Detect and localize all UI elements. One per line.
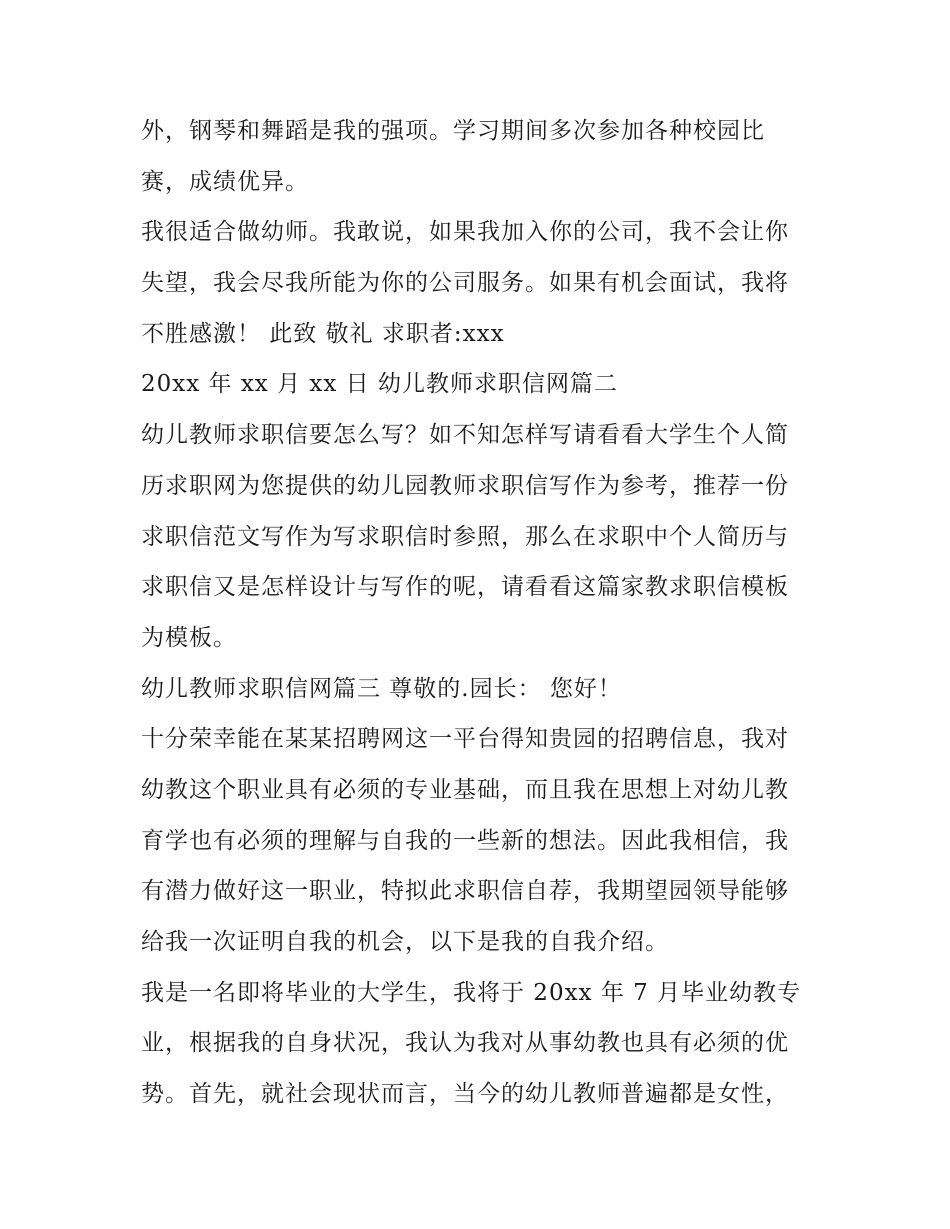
text-line: 求职信范文写作为写求职信时参照，那么在求职中个人简历与 (141, 523, 789, 550)
text-line: 外，钢琴和舞蹈是我的强项。学习期间多次参加各种校园比 (141, 118, 765, 144)
text-line: 20xx 年 xx 月 xx 日 幼儿教师求职信网篇二 (141, 371, 618, 398)
text-line: 幼儿教师求职信要怎么写？如不知怎样写请看看大学生个人简 (141, 422, 789, 449)
text-line: 我是一名即将毕业的大学生，我将于 20xx 年 7 月毕业幼教专 (141, 979, 802, 1006)
document-body (141, 106, 821, 1120)
text-line: 为模板。 (141, 624, 237, 651)
text-line: 势。首先，就社会现状而言，当今的幼儿教师普遍都是女性， (141, 1081, 789, 1108)
text-line: 失望，我会尽我所能为你的公司服务。如果有机会面试，我将 (141, 270, 789, 297)
text-line: 幼儿教师求职信网篇三 尊敬的.园长： 您好！ (141, 675, 622, 702)
text-line: 给我一次证明自我的机会，以下是我的自我介绍。 (141, 929, 669, 955)
text-line: 不胜感激！ 此致 敬礼 求职者:xxx (141, 320, 505, 347)
text-line: 历求职网为您提供的幼儿园教师求职信写作为参考，推荐一份 (141, 472, 789, 499)
text-line: 求职信又是怎样设计与写作的呢，请看看这篇家教求职信模板 (141, 574, 789, 601)
text-line: 育学也有必须的理解与自我的一些新的想法。因此我相信，我 (141, 827, 789, 854)
text-line: 赛，成绩优异。 (141, 168, 309, 195)
text-line: 业，根据我的自身状况，我认为我对从事幼教也具有必须的优 (141, 1030, 789, 1057)
text-line: 有潜力做好这一职业，特拟此求职信自荐，我期望园领导能够 (141, 878, 789, 905)
text-line: 十分荣幸能在某某招聘网这一平台得知贵园的招聘信息，我对 (141, 726, 789, 753)
text-line: 我很适合做幼师。我敢说，如果我加入你的公司，我不会让你 (141, 219, 789, 246)
text-line: 幼教这个职业具有必须的专业基础，而且我在思想上对幼儿教 (141, 776, 789, 803)
